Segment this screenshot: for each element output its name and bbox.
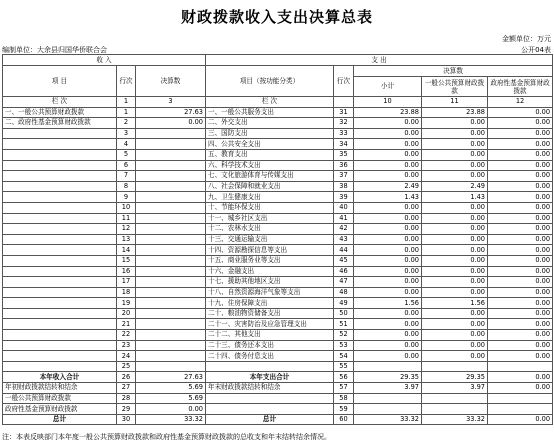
expense-row-no: 39 [334, 192, 354, 203]
income-item [3, 319, 117, 330]
income-item [3, 139, 117, 150]
income-row-no: 9 [117, 192, 136, 203]
expense-general: 0.00 [422, 277, 488, 288]
income-amount [136, 308, 206, 319]
expense-subtotal: 0.00 [354, 224, 422, 235]
row-header: 行次 [117, 66, 136, 97]
income-amount [136, 277, 206, 288]
income-amount: 33.32 [136, 414, 206, 425]
expense-subtotal [354, 361, 422, 372]
expense-item: 二十、粮油物资储备支出 [206, 308, 334, 319]
expense-item: 总计 [206, 414, 334, 425]
expense-item: 七、文化旅游体育与传媒支出 [206, 171, 334, 182]
expense-general: 3.97 [422, 383, 488, 394]
expense-fund: 0.00 [488, 255, 553, 266]
expense-item: 十三、交通运输支出 [206, 234, 334, 245]
table-row [3, 383, 553, 394]
expense-item: 十六、金融支出 [206, 266, 334, 277]
expense-row-no: 31 [334, 107, 354, 118]
income-row-no: 8 [117, 181, 136, 192]
income-row-no: 11 [117, 213, 136, 224]
income-amount: 0.00 [136, 118, 206, 129]
expense-item: 二十三、债务还本支出 [206, 340, 334, 351]
expense-row-no: 52 [334, 330, 354, 341]
income-amount [136, 266, 206, 277]
expense-subtotal: 0.00 [354, 340, 422, 351]
expense-general: 0.00 [422, 255, 488, 266]
income-item [3, 287, 117, 298]
expense-row-no: 58 [334, 393, 354, 404]
final-header: 决算数 [354, 66, 553, 77]
income-header: 收 入 [3, 55, 206, 66]
income-row-no: 24 [117, 351, 136, 362]
expense-general: 0.00 [422, 213, 488, 224]
income-amount [136, 287, 206, 298]
table-row [3, 404, 553, 415]
income-row-no: 16 [117, 266, 136, 277]
income-item [3, 361, 117, 372]
income-item [3, 192, 117, 203]
expense-general: 0.00 [422, 234, 488, 245]
income-item: 一、一般公共预算财政拨款 [3, 107, 117, 118]
amount-header: 决算数 [136, 66, 206, 97]
table-row [3, 287, 553, 298]
footnote: 注：本表反映部门本年度一般公共预算财政拨款和政府性基金预算财政拨款的总收支和年末结转结余情况。 [2, 433, 331, 441]
table-row [3, 351, 553, 362]
table-row [3, 107, 553, 118]
expense-subtotal: 3.97 [354, 383, 422, 394]
income-amount [136, 298, 206, 309]
expense-row-no: 45 [334, 255, 354, 266]
income-row-no: 2 [117, 118, 136, 129]
expense-item: 十九、住房保障支出 [206, 298, 334, 309]
income-row-no: 1 [117, 107, 136, 118]
expense-item: 二、外交支出 [206, 118, 334, 129]
income-item [3, 245, 117, 256]
expense-item: 十五、商业服务业等支出 [206, 255, 334, 266]
expense-general: 0.00 [422, 171, 488, 182]
income-row-no: 10 [117, 202, 136, 213]
expense-row-no: 51 [334, 319, 354, 330]
income-row-no: 17 [117, 277, 136, 288]
expense-fund: 0.00 [488, 118, 553, 129]
expense-general: 0.00 [422, 149, 488, 160]
income-amount: 5.69 [136, 383, 206, 394]
income-item: 年初财政拨款结转和结余 [3, 383, 117, 394]
fund-header: 政府性基金预算财政拨款 [488, 77, 553, 97]
col-3: 3 [136, 97, 206, 108]
income-row-no: 27 [117, 383, 136, 394]
expense-row-no: 40 [334, 202, 354, 213]
expense-row-no: 48 [334, 287, 354, 298]
income-row-no: 19 [117, 298, 136, 309]
expense-item: 二十一、灾害防治及应急管理支出 [206, 319, 334, 330]
col-12: 12 [488, 97, 553, 108]
table-row [3, 171, 553, 182]
expense-item: 六、科学技术支出 [206, 160, 334, 171]
income-amount [136, 340, 206, 351]
expense-subtotal: 1.56 [354, 298, 422, 309]
expense-general: 29.35 [422, 372, 488, 383]
expense-item: 四、公共安全支出 [206, 139, 334, 150]
table-row [3, 224, 553, 235]
expense-fund: 0.00 [488, 224, 553, 235]
expense-fund: 0.00 [488, 340, 553, 351]
expense-item: 十一、城乡社区支出 [206, 213, 334, 224]
income-item: 一般公共预算财政拨款 [3, 393, 117, 404]
income-amount: 5.69 [136, 393, 206, 404]
expense-subtotal: 0.00 [354, 266, 422, 277]
income-row-no: 18 [117, 287, 136, 298]
income-amount [136, 202, 206, 213]
table-row [3, 298, 553, 309]
income-row-no: 14 [117, 245, 136, 256]
expense-subtotal: 0.00 [354, 308, 422, 319]
expense-general: 0.00 [422, 330, 488, 341]
expense-fund: 0.00 [488, 202, 553, 213]
table-row [3, 414, 553, 425]
income-item: 二、政府性基金预算财政拨款 [3, 118, 117, 129]
expense-fund: 0.00 [488, 277, 553, 288]
expense-general: 0.00 [422, 351, 488, 362]
expense-row-no: 55 [334, 361, 354, 372]
table-row [3, 393, 553, 404]
income-item [3, 213, 117, 224]
general-header: 一般公共预算财政拨款 [422, 77, 488, 97]
table-row [3, 213, 553, 224]
expense-fund: 0.00 [488, 139, 553, 150]
table-row [3, 181, 553, 192]
expense-subtotal: 29.35 [354, 372, 422, 383]
expense-fund [488, 361, 553, 372]
expense-subtotal: 1.43 [354, 192, 422, 203]
income-item [3, 181, 117, 192]
income-item [3, 330, 117, 341]
income-amount [136, 224, 206, 235]
expense-fund: 0.00 [488, 181, 553, 192]
expense-subtotal: 0.00 [354, 171, 422, 182]
expense-row-no: 35 [334, 149, 354, 160]
income-row-no: 5 [117, 149, 136, 160]
expense-general [422, 404, 488, 415]
income-row-no: 23 [117, 340, 136, 351]
expense-fund: 0.00 [488, 149, 553, 160]
col-blank [334, 97, 354, 108]
income-item [3, 298, 117, 309]
expense-subtotal: 0.00 [354, 118, 422, 129]
expense-fund: 0.00 [488, 319, 553, 330]
income-row-no: 7 [117, 171, 136, 182]
income-row-no: 15 [117, 255, 136, 266]
col-label-2: 栏 次 [206, 97, 334, 108]
income-item [3, 171, 117, 182]
income-amount: 0.00 [136, 404, 206, 415]
expense-item: 五、教育支出 [206, 149, 334, 160]
expense-general: 0.00 [422, 245, 488, 256]
expense-subtotal: 23.88 [354, 107, 422, 118]
expense-row-no: 44 [334, 245, 354, 256]
expense-item: 十四、资源勘探信息等支出 [206, 245, 334, 256]
item-header: 项 目 [3, 66, 117, 97]
expense-row-no: 43 [334, 234, 354, 245]
income-item [3, 128, 117, 139]
expense-fund: 0.00 [488, 308, 553, 319]
col-label: 栏 次 [3, 97, 117, 108]
income-row-no: 22 [117, 330, 136, 341]
expense-general: 0.00 [422, 340, 488, 351]
expense-subtotal: 0.00 [354, 160, 422, 171]
income-row-no: 29 [117, 404, 136, 415]
expense-fund: 0.00 [488, 383, 553, 394]
expense-item: 八、社会保障和就业支出 [206, 181, 334, 192]
subtotal-header: 小计 [354, 77, 422, 97]
expense-general [422, 393, 488, 404]
expense-row-no: 50 [334, 308, 354, 319]
table-row [3, 255, 553, 266]
expense-fund: 0.00 [488, 107, 553, 118]
expense-item: 十八、自然资源海洋气象等支出 [206, 287, 334, 298]
income-item [3, 224, 117, 235]
expense-general: 0.00 [422, 202, 488, 213]
organization: 编制单位：大余县归国华侨联合会 [2, 46, 107, 54]
expense-item: 二十四、债务付息支出 [206, 351, 334, 362]
expense-row-no: 32 [334, 118, 354, 129]
table-row [3, 234, 553, 245]
expense-subtotal: 0.00 [354, 351, 422, 362]
expense-subtotal: 0.00 [354, 139, 422, 150]
table-row [3, 192, 553, 203]
expense-general: 23.88 [422, 107, 488, 118]
expense-fund: 0.00 [488, 171, 553, 182]
table-row [3, 118, 553, 129]
expense-subtotal: 0.00 [354, 255, 422, 266]
expense-row-no: 36 [334, 160, 354, 171]
expense-fund: 0.00 [488, 266, 553, 277]
expense-fund: 0.00 [488, 245, 553, 256]
income-row-no: 6 [117, 160, 136, 171]
expense-general: 2.49 [422, 181, 488, 192]
expense-general: 0.00 [422, 287, 488, 298]
expense-fund: 0.00 [488, 298, 553, 309]
expense-general: 0.00 [422, 308, 488, 319]
expense-row-no: 34 [334, 139, 354, 150]
expense-general: 0.00 [422, 139, 488, 150]
expense-fund: 0.00 [488, 234, 553, 245]
expense-subtotal: 0.00 [354, 234, 422, 245]
income-amount [136, 213, 206, 224]
expense-subtotal: 0.00 [354, 245, 422, 256]
expense-fund [488, 393, 553, 404]
amount-unit: 金额单位：万元 [502, 35, 551, 43]
expense-item: 十、节能环保支出 [206, 202, 334, 213]
income-item [3, 202, 117, 213]
expense-row-no: 47 [334, 277, 354, 288]
col-11: 11 [422, 97, 488, 108]
income-item [3, 149, 117, 160]
income-item [3, 340, 117, 351]
income-amount [136, 128, 206, 139]
col-1: 1 [117, 97, 136, 108]
income-item [3, 160, 117, 171]
expense-row-no: 46 [334, 266, 354, 277]
report-title: 财政拨款收入支出决算总表 [180, 8, 373, 26]
income-item [3, 277, 117, 288]
table-row [3, 277, 553, 288]
income-amount [136, 319, 206, 330]
expense-item: 一、一般公共服务支出 [206, 107, 334, 118]
expense-general: 0.00 [422, 128, 488, 139]
expense-item: 本年支出合计 [206, 372, 334, 383]
income-item [3, 255, 117, 266]
expense-subtotal: 0.00 [354, 287, 422, 298]
expense-row-no: 49 [334, 298, 354, 309]
table-row [3, 372, 553, 383]
income-row-no: 20 [117, 308, 136, 319]
income-item [3, 234, 117, 245]
expense-subtotal [354, 393, 422, 404]
income-item [3, 266, 117, 277]
expense-row-no: 57 [334, 383, 354, 394]
expense-item: 年末财政拨款结转和结余 [206, 383, 334, 394]
expense-subtotal [354, 404, 422, 415]
func-item-header: 项目（按功能分类） [206, 66, 334, 97]
table-row [3, 128, 553, 139]
expense-general [422, 361, 488, 372]
income-item: 本年收入合计 [3, 372, 117, 383]
expense-general: 0.00 [422, 266, 488, 277]
income-row-no: 30 [117, 414, 136, 425]
expense-subtotal: 0.00 [354, 319, 422, 330]
expense-subtotal: 0.00 [354, 277, 422, 288]
expense-row-no: 53 [334, 340, 354, 351]
income-row-no: 21 [117, 319, 136, 330]
expense-item: 十七、援助其他地区支出 [206, 277, 334, 288]
expense-fund: 0.00 [488, 372, 553, 383]
table-row [3, 139, 553, 150]
expense-general: 0.00 [422, 224, 488, 235]
expense-row-no: 41 [334, 213, 354, 224]
expense-row-no: 42 [334, 224, 354, 235]
expense-fund: 0.00 [488, 287, 553, 298]
income-amount [136, 330, 206, 341]
expense-row-no: 60 [334, 414, 354, 425]
expense-subtotal: 0.00 [354, 330, 422, 341]
income-item [3, 308, 117, 319]
expense-header: 支 出 [206, 55, 553, 66]
expense-subtotal: 33.32 [354, 414, 422, 425]
income-amount [136, 361, 206, 372]
table-row [3, 149, 553, 160]
expense-subtotal: 0.00 [354, 128, 422, 139]
expense-row-no: 37 [334, 171, 354, 182]
expense-item [206, 404, 334, 415]
income-amount [136, 245, 206, 256]
expense-fund: 0.00 [488, 213, 553, 224]
expense-item: 三、国防支出 [206, 128, 334, 139]
income-amount [136, 234, 206, 245]
expense-general: 0.00 [422, 160, 488, 171]
income-item: 政府性基金预算财政拨款 [3, 404, 117, 415]
income-row-no: 28 [117, 393, 136, 404]
expense-fund: 0.00 [488, 414, 553, 425]
income-amount: 27.63 [136, 107, 206, 118]
expense-item [206, 361, 334, 372]
table-row [3, 266, 553, 277]
expense-subtotal: 0.00 [354, 149, 422, 160]
expense-general: 0.00 [422, 319, 488, 330]
expense-row-no: 59 [334, 404, 354, 415]
expense-general: 33.32 [422, 414, 488, 425]
income-row-no: 26 [117, 372, 136, 383]
expense-subtotal: 0.00 [354, 202, 422, 213]
col-10: 10 [354, 97, 422, 108]
expense-fund: 0.00 [488, 160, 553, 171]
table-row [3, 319, 553, 330]
expense-row-no: 56 [334, 372, 354, 383]
income-amount [136, 160, 206, 171]
income-amount [136, 139, 206, 150]
income-row-no: 3 [117, 128, 136, 139]
income-row-no: 4 [117, 139, 136, 150]
income-amount [136, 192, 206, 203]
expense-fund: 0.00 [488, 192, 553, 203]
expense-fund: 0.00 [488, 330, 553, 341]
expense-item: 十二、农林水支出 [206, 224, 334, 235]
table-row [3, 308, 553, 319]
income-amount [136, 351, 206, 362]
budget-table [2, 54, 553, 425]
expense-fund: 0.00 [488, 128, 553, 139]
table-row [3, 202, 553, 213]
table-row [3, 245, 553, 256]
expense-general: 1.43 [422, 192, 488, 203]
expense-general: 1.56 [422, 298, 488, 309]
income-amount: 27.63 [136, 372, 206, 383]
income-row-no: 12 [117, 224, 136, 235]
income-item [3, 351, 117, 362]
expense-row-no: 38 [334, 181, 354, 192]
expense-fund: 0.00 [488, 351, 553, 362]
expense-subtotal: 2.49 [354, 181, 422, 192]
income-amount [136, 255, 206, 266]
income-row-no: 13 [117, 234, 136, 245]
expense-general: 0.00 [422, 118, 488, 129]
expense-subtotal: 0.00 [354, 213, 422, 224]
table-row [3, 361, 553, 372]
table-code: 公开04表 [521, 46, 551, 54]
income-amount [136, 171, 206, 182]
income-amount [136, 149, 206, 160]
income-amount [136, 181, 206, 192]
expense-row-no: 33 [334, 128, 354, 139]
table-row [3, 340, 553, 351]
expense-fund [488, 404, 553, 415]
expense-item: 九、卫生健康支出 [206, 192, 334, 203]
expense-item: 二十二、其他支出 [206, 330, 334, 341]
table-row [3, 160, 553, 171]
income-row-no: 25 [117, 361, 136, 372]
expense-item [206, 393, 334, 404]
expense-row-no: 54 [334, 351, 354, 362]
row-header-2: 行次 [334, 66, 354, 97]
income-item: 总计 [3, 414, 117, 425]
table-row [3, 330, 553, 341]
